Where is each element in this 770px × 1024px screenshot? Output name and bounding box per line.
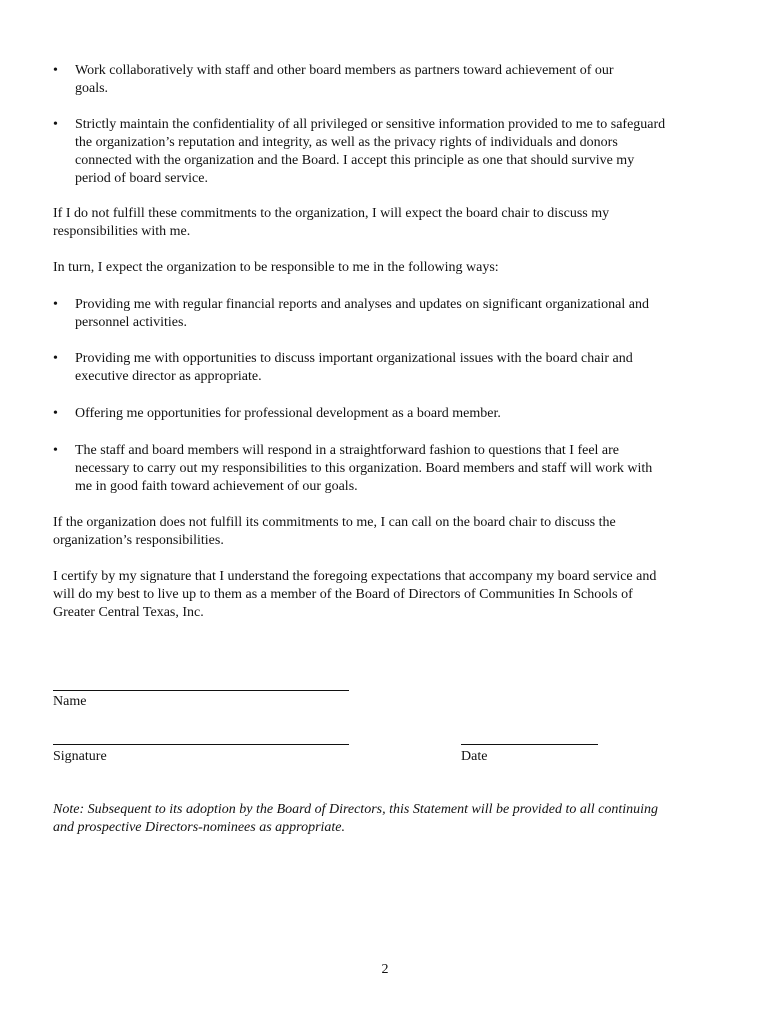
bullet-icon: • — [53, 406, 58, 421]
in-turn-paragraph: In turn, I expect the organization to be responsible to me in the following ways: — [53, 260, 499, 275]
list-item-text: Strictly maintain the confidentiality of all privileged or sensitive information provided to me to safeguard the organization’s reputation and integrity, as well as the privacy rights of individuals and donors connected with the organization and the Board. I accept this principle as one that should survive my period of board service. — [75, 117, 666, 186]
name-label: Name — [53, 694, 87, 709]
bullet-icon: • — [53, 351, 58, 366]
signature-line[interactable] — [53, 744, 349, 745]
bullet-icon: • — [53, 63, 58, 78]
list-item — [53, 442, 718, 496]
list-item-text: Providing me with opportunities to discuss important organizational issues with the board chair and executive director as appropriate. — [75, 351, 633, 384]
date-label: Date — [461, 749, 488, 764]
bullet-icon: • — [53, 297, 58, 312]
bullet-icon: • — [53, 117, 58, 132]
date-line[interactable] — [461, 744, 598, 745]
list-item-text: Work collaboratively with staff and other board members as partners toward achievement of our goals. — [75, 63, 614, 96]
org-unfulfilled-paragraph: If the organization does not fulfill its commitments to me, I can call on the board chair to discuss the organization’s responsibilities. — [53, 515, 616, 548]
bullet-icon: • — [53, 443, 58, 458]
list-item-text: Offering me opportunities for professional development as a board member. — [75, 406, 501, 421]
name-line[interactable] — [53, 690, 349, 691]
signature-label: Signature — [53, 749, 107, 764]
list-item — [53, 296, 718, 332]
adoption-note: Note: Subsequent to its adoption by the Board of Directors, this Statement will be provided to all continuing and prospective Directors-nominees as appropriate. — [53, 802, 659, 835]
list-item — [53, 350, 718, 386]
list-item-text: Providing me with regular financial reports and analyses and updates on significant organizational and personnel activities. — [75, 297, 649, 330]
list-item — [53, 62, 718, 98]
unfulfilled-commitments-paragraph: If I do not fulfill these commitments to the organization, I will expect the board chair to discuss my responsibilities with me. — [53, 206, 610, 239]
certification-paragraph: I certify by my signature that I understand the foregoing expectations that accompany my board service and will do my best to live up to them as a member of the Board of Directors of Communities In Schools of Greater Central Texas, Inc. — [53, 569, 657, 620]
list-item-text: The staff and board members will respond in a straightforward fashion to questions that I feel are necessary to carry out my responsibilities to this organization. Board members and staff will work with me in good faith toward achievement of our goals. — [75, 443, 653, 494]
page-number: 2 — [381, 962, 389, 977]
list-item — [53, 405, 718, 423]
list-item — [53, 116, 718, 188]
